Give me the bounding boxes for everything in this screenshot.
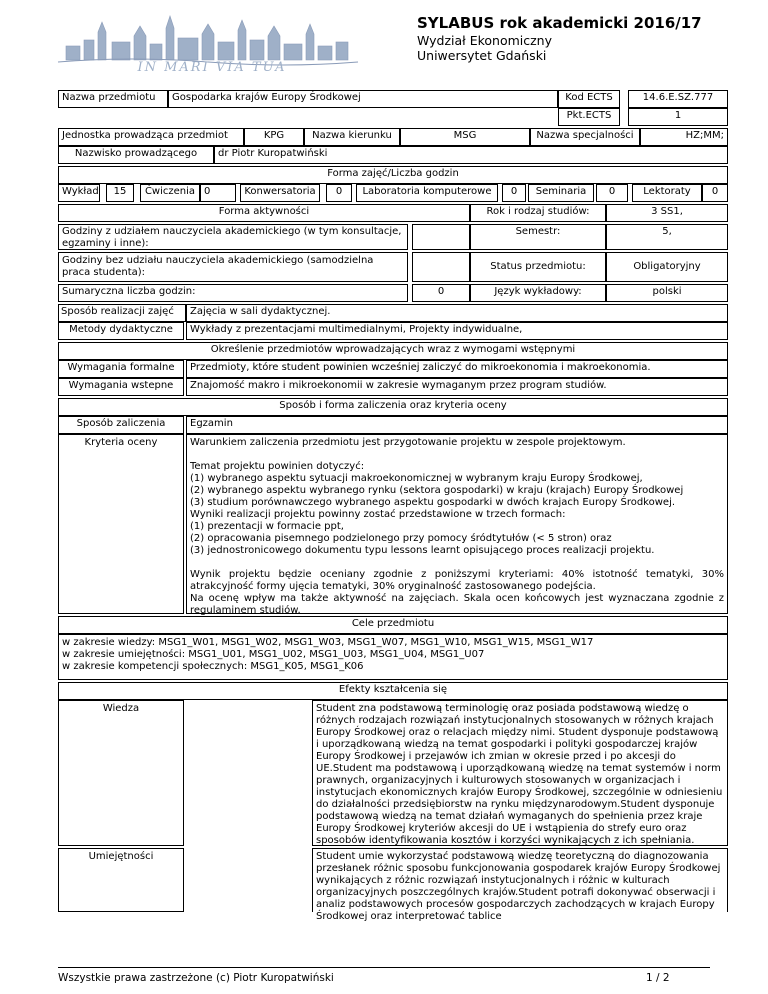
skills-label: Umiejętności <box>58 848 184 912</box>
realization-label: Sposób realizacji zajęć <box>58 304 186 322</box>
criteria-value <box>186 434 728 614</box>
lab-label: Laboratoria komputerowe <box>356 184 498 202</box>
assessment-method-label: Sposób zaliczenia <box>58 416 184 434</box>
with-teacher-value <box>412 224 470 250</box>
course-name-value: Gospodarka krajów Europy Środkowej <box>168 90 558 108</box>
with-teacher-label: Godziny z udziałem nauczyciela akademickiego (w tym konsultacje, egzaminy i inne): <box>58 224 408 250</box>
lecture-label: Wykład <box>58 184 100 202</box>
exercises-label: Ćwiczenia <box>140 184 200 202</box>
language-value: polski <box>606 284 728 302</box>
unit-label: Jednostka prowadząca przedmiot <box>58 128 244 146</box>
lab-value: 0 <box>502 184 526 202</box>
realization-value: Zajęcia w sali dydaktycznej. <box>186 304 728 322</box>
forms-header: Forma zajęć/Liczba godzin <box>58 166 728 184</box>
criteria-paragraph-1: Warunkiem zaliczenia przedmiotu jest przygotowanie projektu w zespole projektowym. <box>190 437 626 448</box>
skills-text: Student umie wykorzystać podstawową wiedzę teoretyczną do diagnozowania przesłanek różnic sposobu funkcjonowania gospodarek krajów Europy Środkowej wynikających z różnic rozwiązań instytucjonalnych i różnic w kulturach organizacyjnych poszczególnych krajów.Student potrafi dokonywać obserwacji i analiz podstawowych procesów gospodarczych zachodzących w krajach Europy Środkowej oraz interpretować tablice <box>312 848 728 912</box>
lectorate-label: Lektoraty <box>632 184 702 202</box>
criteria-paragraph-2: Temat projektu powinien dotyczyć: (1) wybranego aspektu sytuacji makroekonomicznej w wybranym kraju Europy Środkowej, (2) wybranego aspektu wybranego rynku (sektora gospodarki) w kraju (krajach) Europy Środkowej (3) studium porównawczego wybranego aspektu gospodarki w dwóch krajach Europy Środkowej. Wyniki realizacji projektu powinny zostać przedstawione w trzech formach: (1) prezentacji w formacie ppt, (2) opracowania pisemnego podzielonego przy pomocy śródtytułów (< 5 stron) oraz (3) jednostronicowego dokumentu typu lessons learnt opisującego proces realizacji projektu. <box>190 461 684 556</box>
outcomes-header: Efekty kształcenia się <box>58 682 728 700</box>
university-name: Uniwersytet Gdański <box>417 48 547 63</box>
semester-value: 5, <box>606 224 728 250</box>
didactic-value: Wykłady z prezentacjami multimedialnymi, Projekty indywidualne, <box>186 322 728 340</box>
ects-code-value: 14.6.E.SZ.777 <box>628 90 728 108</box>
didactic-label: Metody dydaktyczne <box>58 322 184 340</box>
field-label: Nazwa kierunku <box>304 128 400 146</box>
formal-req-label: Wymagania formalne <box>58 360 184 378</box>
prereq-header: Określenie przedmiotów wprowadzających wraz z wymogami wstępnymi <box>58 342 728 360</box>
language-label: Język wykładowy: <box>470 284 606 302</box>
lecture-value: 15 <box>106 184 134 202</box>
seminar-label: Seminaria <box>528 184 594 202</box>
spec-value: HZ;MM; <box>640 128 728 146</box>
semester-label: Semestr: <box>470 224 606 250</box>
total-label: Sumaryczna liczba godzin: <box>58 284 408 302</box>
without-teacher-value <box>412 252 470 282</box>
faculty-name: Wydział Ekonomiczny <box>417 33 553 48</box>
assessment-header: Sposób i forma zaliczenia oraz kryteria oceny <box>58 398 728 416</box>
knowledge-label: Wiedza <box>58 700 184 846</box>
unit-value: KPG <box>244 128 304 146</box>
goals-header: Cele przedmiotu <box>58 616 728 634</box>
year-value: 3 SS1, <box>606 204 728 222</box>
without-teacher-label: Godziny bez udziału nauczyciela akademickiego (samodzielna praca studenta): <box>58 252 408 282</box>
syllabus-title: SYLABUS rok akademicki 2016/17 <box>417 14 702 32</box>
formal-req-value: Przedmioty, które student powinien wcześniej zaliczyć do mikroekonomia i makroekonomia. <box>186 360 728 378</box>
footer-copyright: Wszystkie prawa zastrzeżone (c) Piotr Kuropatwiński <box>58 972 334 984</box>
ects-points-value: 1 <box>628 108 728 126</box>
spec-label: Nazwa specjalności <box>530 128 640 146</box>
course-name-label: Nazwa przedmiotu <box>58 90 168 108</box>
total-value: 0 <box>412 284 470 302</box>
status-label: Status przedmiotu: <box>470 252 606 282</box>
lecturer-label: Nazwisko prowadzącego <box>58 146 214 164</box>
ects-points-label: Pkt.ECTS <box>558 108 620 126</box>
assessment-method-value: Egzamin <box>186 416 728 434</box>
logo-motto: IN MARI VIA TUA <box>137 60 287 75</box>
university-logo <box>58 14 358 80</box>
conversatory-label: Konwersatoria <box>240 184 320 202</box>
activity-header: Forma aktywności <box>58 204 470 222</box>
status-value: Obligatoryjny <box>606 252 728 282</box>
goals-text: w zakresie wiedzy: MSG1_W01, MSG1_W02, MSG1_W03, MSG1_W07, MSG1_W10, MSG1_W15, MSG1_W17 w zakresie umiejętności: MSG1_U01, MSG1_U02, MSG1_U03, MSG1_U04, MSG1_U07 w zakresie kompetencji społecznych: MSG1_K05, MSG1_K06 <box>58 634 728 680</box>
knowledge-text: Student zna podstawową terminologię oraz posiada podstawową wiedzę o różnych rodzajach rozwiązań instytucjonalnych stosowanych w różnych krajach Europy Środkowej oraz o relacjach między nimi. Student dysponuje podstawową i uporządkowaną wiedzą na temat gospodarki i polityki gospodarczej krajów Europy Środkowej i przejawów ich zmian w okresie przed i po akcesji do UE.Student ma podstawową i uporządkowaną wiedzę na temat systemów i norm prawnych, organizacyjnych i kulturowych stosowanych w organizacjach i instytucjach ekonomicznych krajów Europy Środkowej, szczególnie w odniesieniu do działalności przedsiębiorstw na rynku międzynarodowym.Student dysponuje podstawową wiedzą na temat działań wymaganych do spełnienia przez kraje Europy Środkowej kryteriów akcesji do UE i wstąpienia do strefy euro oraz sposobów identyfikowania kosztów i korzyści wynikających z ich spełniania. <box>312 700 728 846</box>
initial-req-value: Znajomość makro i mikroekonomii w zakresie wymaganym przez program studiów. <box>186 378 728 396</box>
exercises-value: 0 <box>200 184 236 202</box>
initial-req-label: Wymagania wstepne <box>58 378 184 396</box>
year-label: Rok i rodzaj studiów: <box>470 204 606 222</box>
field-value: MSG <box>400 128 530 146</box>
footer-divider <box>58 967 710 968</box>
lecturer-value: dr Piotr Kuropatwiński <box>214 146 728 164</box>
criteria-paragraph-3: Wynik projektu będzie oceniany zgodnie z poniższymi kryteriami: 40% istotność tematyki, 30% atrakcyjność formy ujęcia tematyki, 30% oryginalność zastosowanego podejścia. Na ocenę wpływ ma także aktywność na zajęciach. Skala ocen końcowych jest wyznaczana zgodnie z regulaminem studiów. <box>190 569 724 616</box>
criteria-label: Kryteria oceny <box>58 434 184 614</box>
footer-page-number: 1 / 2 <box>646 972 670 984</box>
seminar-value: 0 <box>596 184 628 202</box>
ects-code-label: Kod ECTS <box>558 90 620 108</box>
lectorate-value: 0 <box>702 184 728 202</box>
conversatory-value: 0 <box>326 184 352 202</box>
